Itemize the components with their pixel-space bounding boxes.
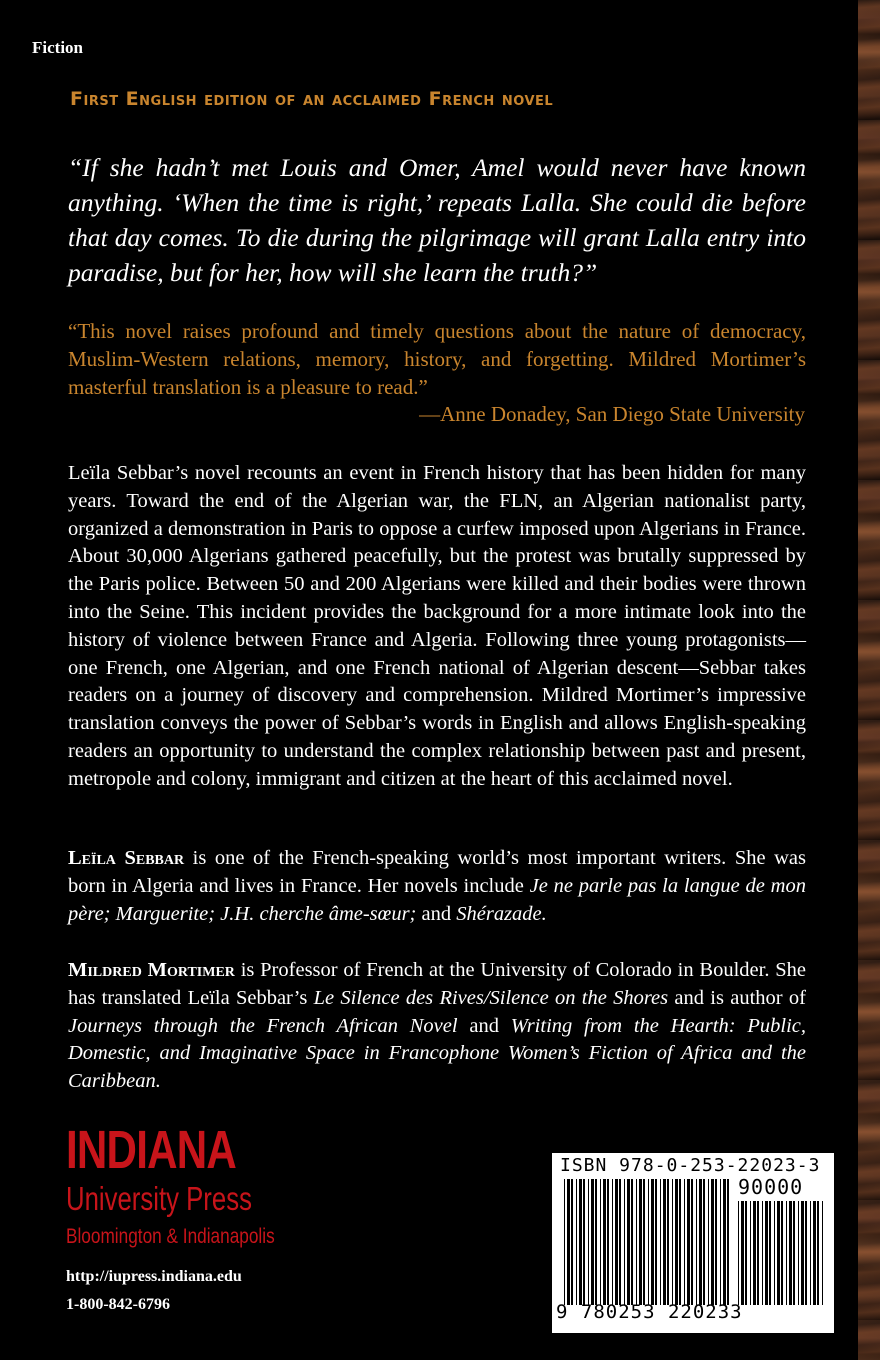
barcode-bar — [648, 1179, 649, 1305]
barcode-bar — [699, 1179, 702, 1305]
barcode-bar — [612, 1179, 613, 1305]
barcode-bar — [723, 1179, 726, 1305]
barcode-bar — [708, 1179, 709, 1305]
review-attribution: —Anne Donadey, San Diego State University — [419, 402, 805, 426]
isbn-barcode — [552, 1153, 834, 1333]
barcode-bar — [810, 1201, 811, 1305]
barcode-bar — [687, 1179, 690, 1305]
barcode-bar — [703, 1179, 705, 1305]
barcode-bar — [720, 1179, 721, 1305]
barcode-bar — [600, 1179, 601, 1305]
publisher-logo-university-press: University Press — [66, 1180, 252, 1217]
barcode-bar — [639, 1179, 642, 1305]
barcode-bar — [660, 1179, 661, 1305]
barcode-bar — [667, 1179, 669, 1305]
translator-name: Mildred Mortimer — [68, 959, 235, 981]
author-bio-text-1: is one of the French-speaking world’s most important writers. She was born in Algeria and lives in France. Her novels include — [68, 847, 807, 897]
spine-edge-texture — [858, 0, 880, 1360]
category-label: Fiction — [32, 38, 83, 57]
translator-bio-text-2: and is author of — [668, 986, 806, 1009]
author-bio-text-2: and — [416, 902, 457, 925]
barcode-bar — [619, 1179, 621, 1305]
barcode-bar — [651, 1179, 654, 1305]
barcode-bar — [595, 1179, 597, 1305]
barcode-bar — [727, 1179, 729, 1305]
addon-barcode-bars — [738, 1201, 824, 1305]
barcode-bar — [750, 1201, 751, 1305]
ean-digits: 9 780253 220233 — [556, 1301, 743, 1323]
barcode-bar — [711, 1179, 714, 1305]
publisher-location: Bloomington & Indianapolis — [66, 1225, 275, 1248]
barcode-bar — [715, 1179, 717, 1305]
barcode-bar — [822, 1201, 823, 1305]
barcode-bar — [655, 1179, 657, 1305]
excerpt-quote: “If she hadn’t met Louis and Omer, Amel would never have known anything. ‘When the time is right,’ repeats Lalla. She could die before that day comes. To die during the pilgrimage will grant Lalla entry into paradise, but for her, how will she learn the truth?” — [68, 153, 806, 287]
barcode-bar — [798, 1201, 799, 1305]
translator-bio-title-2: Journeys through the French African Novel — [68, 1014, 458, 1037]
author-bio — [68, 845, 806, 928]
barcode-bar — [624, 1179, 625, 1305]
author-bio-titles-2: Shérazade. — [456, 902, 547, 925]
price-code: 90000 — [738, 1175, 804, 1199]
barcode-bar — [579, 1179, 582, 1305]
barcode-bar — [631, 1179, 633, 1305]
barcode-bar — [588, 1179, 589, 1305]
barcode-bar — [591, 1179, 594, 1305]
review-quote: “This novel raises profound and timely questions about the nature of democracy, Muslim-Western relations, memory, history, and forgetting. Mildred Mortimer’s masterful translation is a pleasure to read.” — [68, 319, 806, 399]
headline: First English edition of an acclaimed French novel — [70, 88, 554, 110]
book-description: Leïla Sebbar’s novel recounts an event in French history that has been hidden for many years. Toward the end of the Algerian war, the FLN, an Algerian nationalist party, organized a demonstration in Paris to oppose a curfew imposed upon Algerians in France. About 30,000 Algerians gathered peacefully, but the protest was brutally suppressed by the Paris police. Between 50 and 200 Algerians were killed and their bodies were thrown into the Seine. This incident provides the background for a more intimate look into the history of violence between France and Algeria. Following three young protagonists—one French, one Algerian, and one French national of Algerian descent—Sebbar takes readers on a journey of discovery and comprehension. Mildred Mortimer’s impressive translation conveys the power of Sebbar’s words in English and allows English-speaking readers an opportunity to understand the complex relationship between past and present, metropole and colony, immigrant and citizen at the heart of this acclaimed novel. — [68, 462, 806, 790]
barcode-bar — [607, 1179, 609, 1305]
barcode-bar — [675, 1179, 678, 1305]
barcode-bar — [672, 1179, 673, 1305]
barcode-bar — [627, 1179, 630, 1305]
barcode-bar — [781, 1201, 783, 1305]
author-name: Leïla Sebbar — [68, 847, 185, 869]
barcode-bar — [696, 1179, 697, 1305]
barcode-bar — [801, 1201, 804, 1305]
barcode-bar — [564, 1179, 565, 1305]
barcode-bar — [745, 1201, 747, 1305]
barcode-bar — [679, 1179, 681, 1305]
translator-bio — [68, 957, 806, 1096]
barcode-bar — [691, 1179, 693, 1305]
barcode-bar — [805, 1201, 807, 1305]
barcode-bar — [663, 1179, 666, 1305]
barcode-bar — [615, 1179, 618, 1305]
publisher-url: http://iupress.indiana.edu — [66, 1268, 242, 1285]
barcode-bar — [576, 1179, 577, 1305]
barcode-bar — [793, 1201, 795, 1305]
barcode-bar — [636, 1179, 637, 1305]
translator-bio-text-3: and — [457, 1014, 511, 1037]
translator-bio-title-3: Writing from the Hearth: Public, Domestic, and Imaginative Space in Francophone Women’s Fiction of Africa and the Caribbean. — [68, 1014, 806, 1093]
barcode-bar — [567, 1179, 570, 1305]
barcode-bar — [789, 1201, 792, 1305]
barcode-bar — [762, 1201, 763, 1305]
isbn-label: ISBN 978-0-253-22023-3 — [560, 1155, 821, 1176]
translator-bio-title-1: Le Silence des Rives/Silence on the Shores — [313, 986, 669, 1009]
barcode-bar — [817, 1201, 819, 1305]
author-bio-titles-1: Je ne parle pas la langue de mon père; Marguerite; J.H. cherche âme-sœur; — [68, 874, 806, 925]
barcode-bar — [571, 1179, 573, 1305]
barcode-bar — [583, 1179, 585, 1305]
barcode-bar — [741, 1201, 744, 1305]
barcode-bar — [777, 1201, 780, 1305]
translator-bio-text-1: is Professor of French at the University of Colorado in Boulder. She has translated Leïla Sebbar’s — [68, 959, 806, 1009]
barcode-bar — [813, 1201, 816, 1305]
barcode-bar — [603, 1179, 606, 1305]
barcode-bar — [765, 1201, 768, 1305]
barcode-bar — [769, 1201, 771, 1305]
barcode-bar — [774, 1201, 775, 1305]
barcode-bar — [738, 1201, 739, 1305]
barcode-bar — [643, 1179, 645, 1305]
barcode-bar — [786, 1201, 787, 1305]
publisher-phone: 1-800-842-6796 — [66, 1296, 170, 1313]
barcode-bar — [757, 1201, 759, 1305]
ean-barcode-bars — [564, 1179, 730, 1305]
barcode-bar — [753, 1201, 756, 1305]
barcode-bar — [684, 1179, 685, 1305]
publisher-logo-indiana: INDIANA — [66, 1120, 237, 1180]
